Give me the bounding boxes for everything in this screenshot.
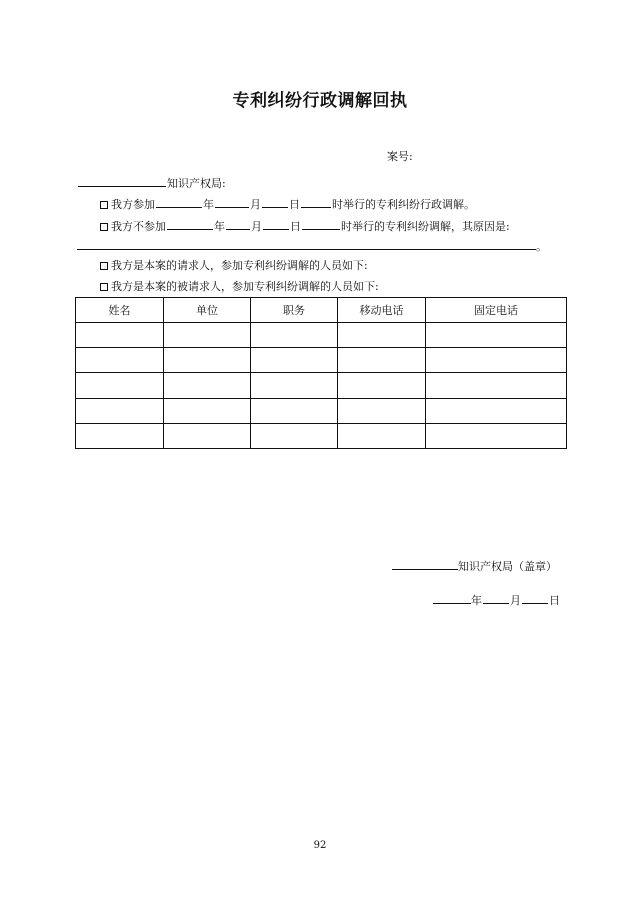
header-landline: 固定电话	[426, 298, 567, 323]
header-position: 职务	[251, 298, 338, 323]
attend-month-blank[interactable]	[215, 196, 249, 208]
attend-checkbox[interactable]	[100, 201, 108, 209]
not-attend-month-label: 月	[251, 220, 262, 233]
date-month-blank[interactable]	[483, 592, 509, 604]
table-cell[interactable]	[426, 423, 567, 448]
date-month-label: 月	[510, 594, 521, 607]
table-cell[interactable]	[251, 373, 338, 398]
not-attend-day-label: 日	[290, 220, 301, 233]
recipient-suffix: 知识产权局:	[167, 177, 226, 190]
table-cell[interactable]	[426, 398, 567, 423]
table-cell[interactable]	[164, 348, 251, 373]
not-attend-checkbox[interactable]	[100, 223, 108, 231]
header-unit: 单位	[164, 298, 251, 323]
table-cell[interactable]	[164, 423, 251, 448]
table-row	[76, 323, 567, 348]
not-attend-hour-blank[interactable]	[302, 218, 340, 230]
table-row	[76, 348, 567, 373]
header-mobile: 移动电话	[338, 298, 426, 323]
not-attend-month-blank[interactable]	[226, 218, 250, 230]
table-cell[interactable]	[76, 373, 164, 398]
reason-line	[77, 238, 547, 254]
table-cell[interactable]	[76, 423, 164, 448]
option-attend	[100, 196, 475, 212]
table-row	[76, 398, 567, 423]
attendee-table	[75, 297, 567, 449]
not-attend-year-blank[interactable]	[167, 218, 213, 230]
attend-day-label: 日	[289, 198, 300, 211]
table-cell[interactable]	[76, 398, 164, 423]
table-cell[interactable]	[338, 423, 426, 448]
header-name: 姓名	[76, 298, 164, 323]
not-attend-day-blank[interactable]	[263, 218, 289, 230]
table-row	[76, 423, 567, 448]
reason-blank[interactable]	[77, 238, 536, 250]
not-attend-year-label: 年	[214, 220, 225, 233]
date-line	[433, 592, 560, 608]
not-attend-prefix: 我方不参加	[111, 220, 166, 233]
seal-label: 知识产权局（盖章）	[458, 560, 557, 573]
table-cell[interactable]	[76, 323, 164, 348]
table-cell[interactable]	[426, 323, 567, 348]
attend-hour-blank[interactable]	[301, 196, 331, 208]
date-day-blank[interactable]	[522, 592, 548, 604]
seal-office-blank[interactable]	[392, 558, 458, 570]
table-cell[interactable]	[338, 323, 426, 348]
date-year-label: 年	[471, 594, 482, 607]
attend-month-label: 月	[250, 198, 261, 211]
attend-suffix: 时举行的专利纠纷行政调解。	[332, 198, 475, 211]
respondent-checkbox[interactable]	[100, 283, 108, 291]
attend-day-blank[interactable]	[262, 196, 288, 208]
table-cell[interactable]	[251, 323, 338, 348]
date-year-blank[interactable]	[433, 592, 471, 604]
attend-year-blank[interactable]	[156, 196, 202, 208]
table-row	[76, 373, 567, 398]
date-day-label: 日	[549, 594, 560, 607]
recipient-line	[77, 175, 226, 191]
option-respondent	[100, 280, 379, 294]
case-number-label: 案号:	[387, 150, 413, 163]
table-cell[interactable]	[338, 348, 426, 373]
seal-line	[392, 558, 557, 574]
page-title: 专利纠纷行政调解回执	[232, 91, 408, 111]
table-cell[interactable]	[251, 348, 338, 373]
requester-label: 我方是本案的请求人，参加专利纠纷调解的人员如下:	[111, 259, 368, 272]
requester-checkbox[interactable]	[100, 262, 108, 270]
attend-prefix: 我方参加	[111, 198, 155, 211]
reason-end: 。	[536, 240, 547, 253]
respondent-label: 我方是本案的被请求人，参加专利纠纷调解的人员如下:	[111, 280, 379, 293]
recipient-blank[interactable]	[78, 175, 166, 187]
table-cell[interactable]	[164, 323, 251, 348]
table-cell[interactable]	[164, 373, 251, 398]
table-cell[interactable]	[338, 373, 426, 398]
option-requester	[100, 259, 368, 273]
table-cell[interactable]	[251, 398, 338, 423]
table-header-row	[76, 298, 567, 323]
option-not-attend	[100, 218, 510, 234]
table-cell[interactable]	[426, 348, 567, 373]
table-cell[interactable]	[251, 423, 338, 448]
attend-year-label: 年	[203, 198, 214, 211]
table-cell[interactable]	[338, 398, 426, 423]
not-attend-suffix: 时举行的专利纠纷调解，其原因是:	[341, 220, 510, 233]
table-cell[interactable]	[164, 398, 251, 423]
table-cell[interactable]	[426, 373, 567, 398]
page-number: 92	[313, 840, 327, 851]
table-cell[interactable]	[76, 348, 164, 373]
